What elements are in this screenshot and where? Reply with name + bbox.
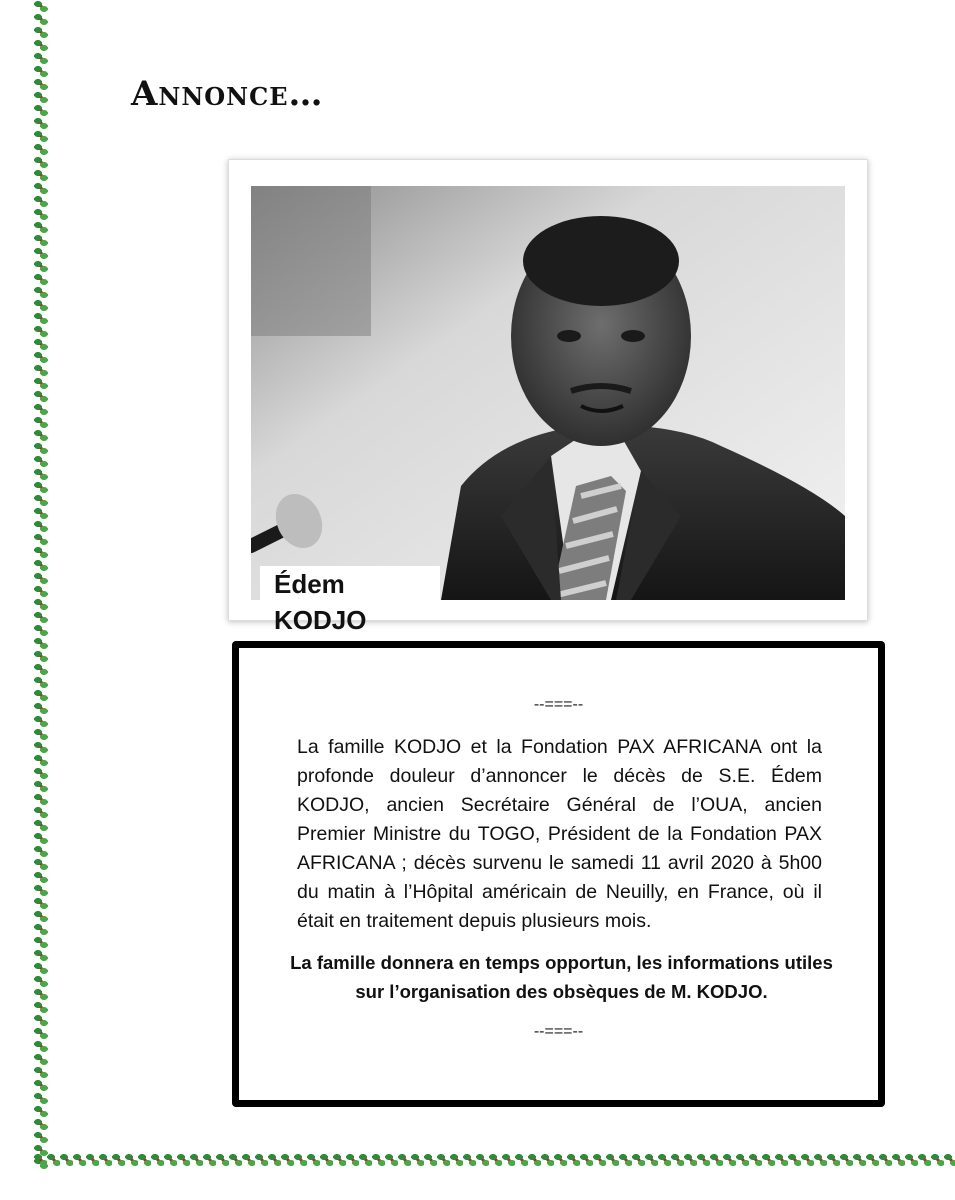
announcement-paragraph: La famille KODJO et la Fondation PAX AFRICANA ont la profonde douleur d’annoncer le décès de S.E. Édem KODJO, ancien Secrétaire Général de l’OUA, ancien Premier Ministre du TOGO, Président de la Fondation PAX AFRICANA ; décès survenu le samedi 11 avril 2020 à 5h00 du matin à l’Hôpital américain de Neuilly, en France, où il était en traitement depuis plusieurs mois. bbox=[297, 736, 822, 932]
portrait-photo bbox=[251, 186, 845, 600]
announcement-box bbox=[232, 641, 885, 1107]
photo-frame bbox=[228, 159, 868, 621]
page-title: Annonce… bbox=[131, 74, 324, 114]
decorative-leaf-border-left bbox=[34, 0, 48, 1170]
announcement-bold-paragraph: La famille donnera en temps opportun, les informations utiles sur l’organisation des obsèques de M. KODJO. bbox=[290, 952, 833, 1002]
decorative-leaf-border-bottom bbox=[34, 1152, 955, 1168]
separator-top: --===-- bbox=[533, 696, 584, 713]
portrait-illustration bbox=[251, 186, 845, 600]
separator-bottom: --===-- bbox=[533, 1023, 584, 1040]
photo-caption: Édem KODJO bbox=[260, 566, 440, 602]
